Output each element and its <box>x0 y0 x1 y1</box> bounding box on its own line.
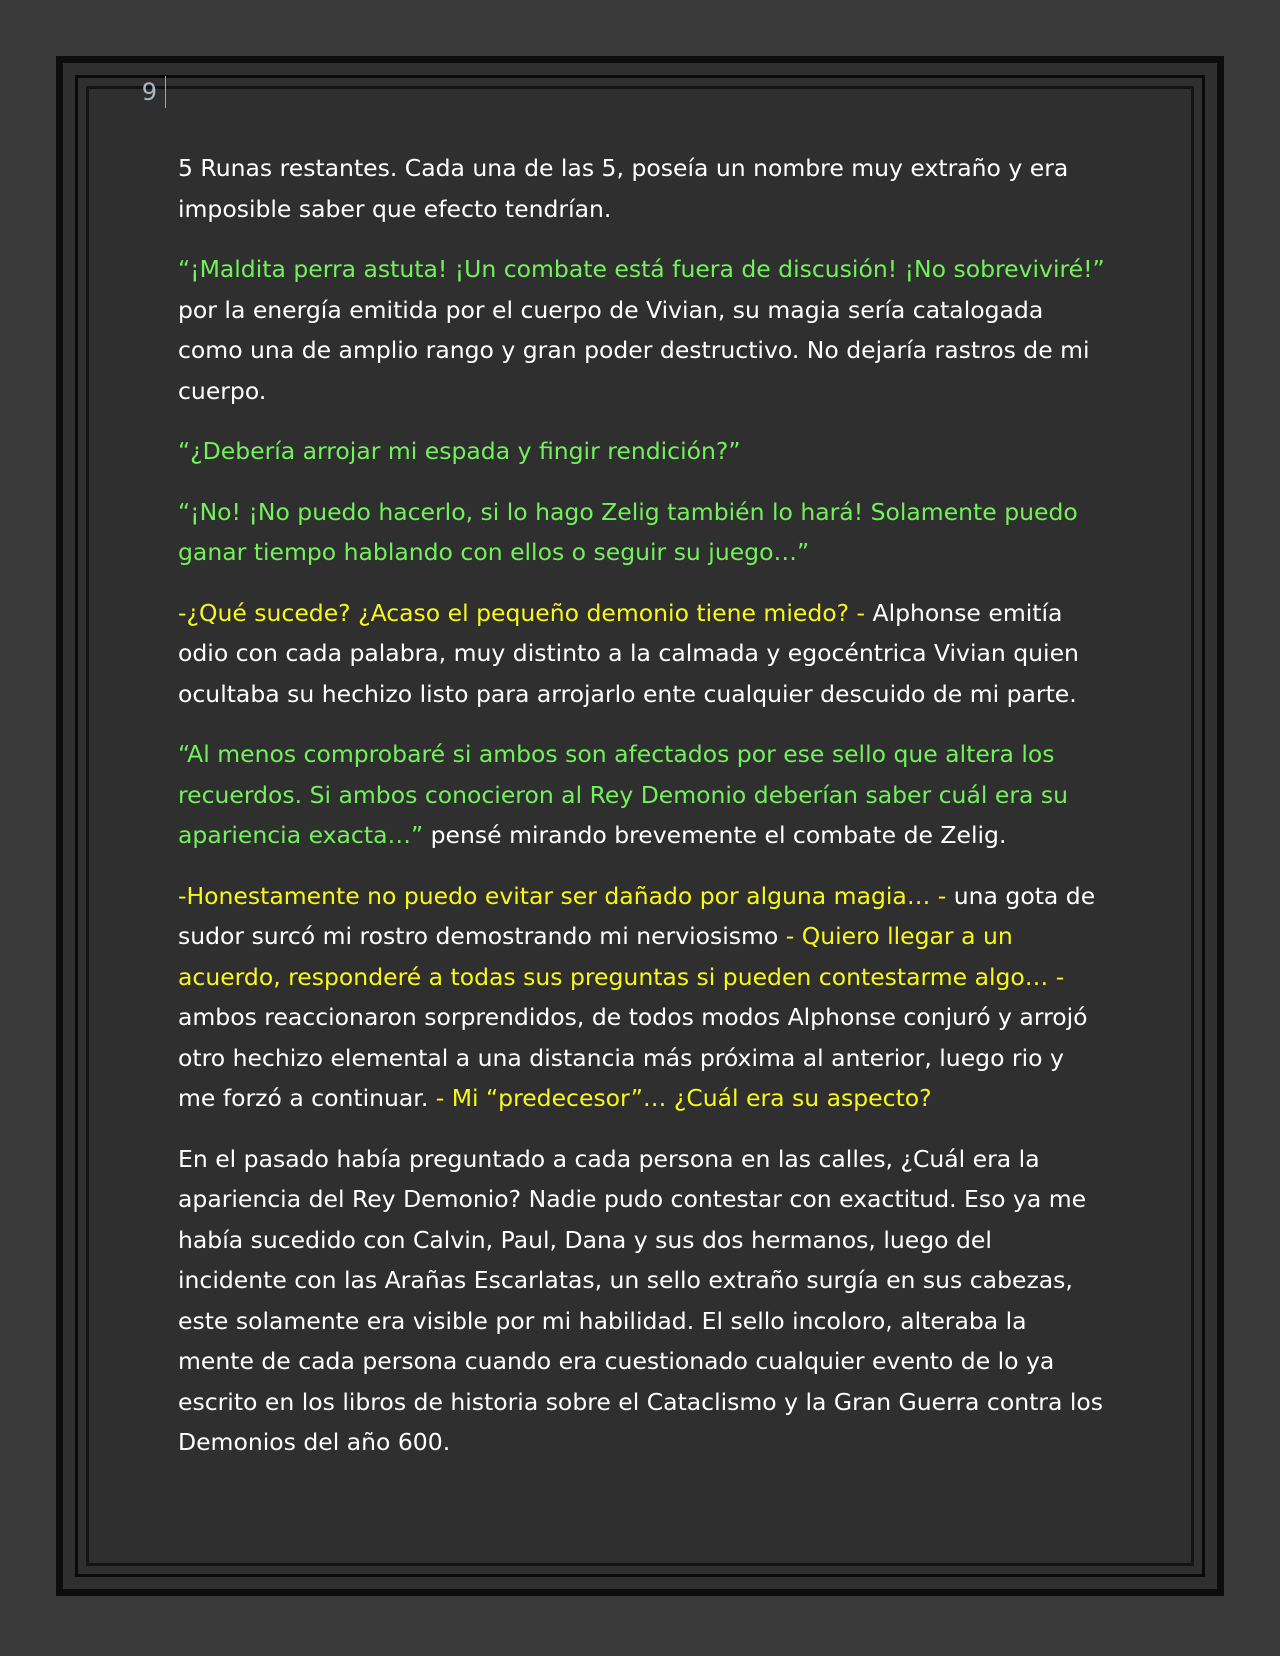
narration-text: ambos reaccionaron sorprendidos, de todos modos Alphonse conjuró y arrojó otro hechizo elemental a una distancia más próxima al anterior, luego rio y me forzó a continuar. <box>178 1003 1088 1112</box>
paragraph <box>178 1139 1108 1463</box>
thought-text: “¡No! ¡No puedo hacerlo, si lo hago Zelig también lo hará! Solamente puedo ganar tiempo hablando con ellos o seguir su juego…” <box>178 497 1078 566</box>
thought-text: “¿Debería arrojar mi espada y fingir rendición?” <box>178 437 741 465</box>
paragraph <box>178 249 1108 411</box>
thought-text: “¡Maldita perra astuta! ¡Un combate está fuera de discusión! ¡No sobreviviré!” <box>178 255 1105 283</box>
narration-text: Alphonse emitía odio con cada palabra, muy distinto a la calmada y egocéntrica Vivian quien ocultaba su hechizo listo para arrojarlo ente cualquier descuido de mi parte. <box>178 598 1079 708</box>
page-number: 9 <box>82 76 166 108</box>
page-body-text <box>178 148 1108 1483</box>
narration-text: 5 Runas restantes. Cada una de las 5, poseía un nombre muy extraño y era imposible saber que efecto tendrían. <box>178 154 1069 223</box>
paragraph <box>178 734 1108 856</box>
narration-text: pensé mirando brevemente el combate de Zelig. <box>423 821 1007 849</box>
paragraph <box>178 876 1108 1119</box>
dialogue-text: - Mi “predecesor”… ¿Cuál era su aspecto? <box>435 1084 932 1112</box>
narration-text: En el pasado había preguntado a cada persona en las calles, ¿Cuál era la apariencia del Rey Demonio? Nadie pudo contestar con exactitud. Eso ya me había sucedido con Calvin, Paul, Dana y sus dos hermanos, luego del incidente con las Arañas Escarlatas, un sello extraño surgía en sus cabezas, este solamente era visible por mi habilidad. El sello incoloro, alteraba la mente de cada persona cuando era cuestionado cualquier evento de lo ya escrito en los libros de historia sobre el Cataclismo y la Gran Guerra contra los Demonios del año 600. <box>178 1144 1103 1456</box>
dialogue-text: -¿Qué sucede? ¿Acaso el pequeño demonio tiene miedo? - <box>178 598 866 627</box>
paragraph <box>178 148 1108 229</box>
dialogue-text: -Honestamente no puedo evitar ser dañado por alguna magia… - <box>178 881 947 910</box>
thought-text: “Al menos comprobaré si ambos son afectados por ese sello que altera los recuerdos. Si ambos conocieron al Rey Demonio deberían saber cuál era su apariencia exacta…” <box>178 740 1068 849</box>
dialogue-text: - Quiero llegar a un acuerdo, responderé a todas sus preguntas si pueden contestarme algo… - <box>178 922 1065 991</box>
paragraph <box>178 593 1108 715</box>
paragraph <box>178 431 1108 472</box>
paragraph <box>178 492 1108 573</box>
narration-text: una gota de sudor surcó mi rostro demostrando mi nerviosismo <box>178 881 1096 950</box>
narration-text: por la energía emitida por el cuerpo de Vivian, su magia sería catalogada como una de amplio rango y gran poder destructivo. No dejaría rastros de mi cuerpo. <box>178 295 1090 405</box>
